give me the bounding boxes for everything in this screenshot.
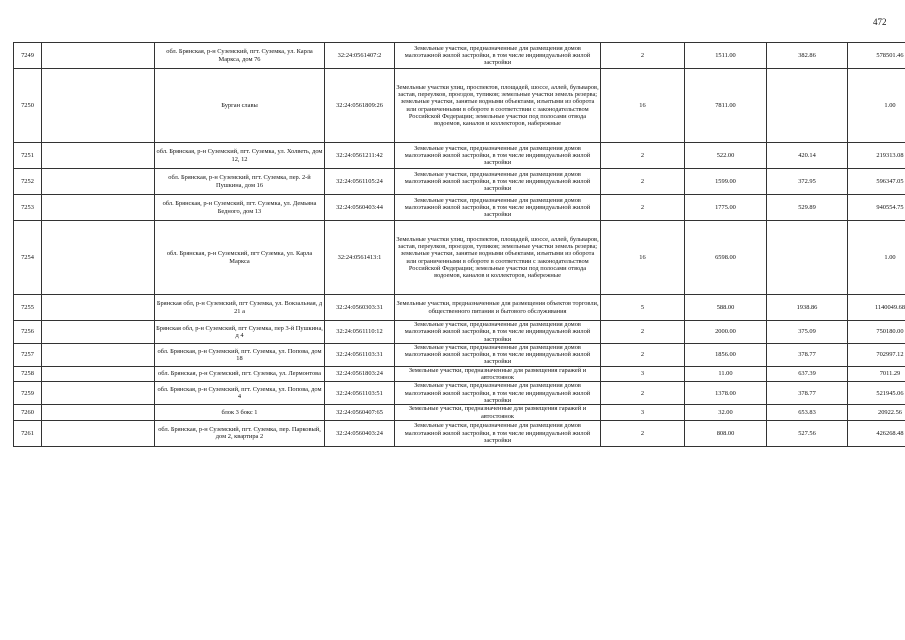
table-body (14, 43, 905, 447)
spacer-cell (42, 420, 155, 446)
row-number: 7249 (14, 43, 42, 69)
row-address: обл. Брянская, р-н Суземский, пгт. Суземка, ул. Попова, дом 4 (155, 382, 325, 405)
spacer-cell (42, 69, 155, 143)
row-number: 7255 (14, 295, 42, 321)
table-row (14, 195, 905, 221)
spacer-cell (42, 43, 155, 69)
row-cadastral-value: 219313.08 (848, 143, 905, 169)
row-cadastral-value: 940554.75 (848, 195, 905, 221)
row-land-use: Земельные участки, предназначенные для размещения гаражей и автостоянок (395, 405, 601, 421)
row-cadastral-number: 32:24:0560407:65 (325, 405, 395, 421)
row-cadastral-value: 1.00 (848, 69, 905, 143)
row-area: 808.00 (685, 420, 767, 446)
row-number: 7251 (14, 143, 42, 169)
row-address: обл. Брянская, р-н Суземский, пгт Суземка, ул. Карла Маркса (155, 221, 325, 295)
row-address: Брянская обл, р-н Суземский, пгт Суземка, пер 3-й Пушкина, д 4 (155, 321, 325, 344)
row-group: 2 (601, 321, 685, 344)
row-cadastral-value: 521945.06 (848, 382, 905, 405)
spacer-cell (42, 321, 155, 344)
table-row (14, 221, 905, 295)
table-row (14, 69, 905, 143)
row-group: 16 (601, 69, 685, 143)
table-row (14, 405, 905, 421)
spacer-cell (42, 295, 155, 321)
table-row (14, 295, 905, 321)
row-unit-price: 378.77 (767, 343, 848, 366)
row-number: 7258 (14, 366, 42, 382)
row-group: 2 (601, 143, 685, 169)
table-row (14, 420, 905, 446)
row-unit-price: 420.14 (767, 143, 848, 169)
row-area: 32.00 (685, 405, 767, 421)
row-unit-price: 527.56 (767, 420, 848, 446)
row-unit-price (767, 69, 848, 143)
row-unit-price: 1938.86 (767, 295, 848, 321)
row-cadastral-value: 1.00 (848, 221, 905, 295)
row-cadastral-number: 32:24:0561105:24 (325, 169, 395, 195)
row-number: 7260 (14, 405, 42, 421)
row-cadastral-value: 750180.00 (848, 321, 905, 344)
row-cadastral-value: 1140049.68 (848, 295, 905, 321)
row-cadastral-number: 32:24:0561103:51 (325, 382, 395, 405)
row-number: 7250 (14, 69, 42, 143)
row-cadastral-number: 32:24:0560403:24 (325, 420, 395, 446)
row-unit-price: 378.77 (767, 382, 848, 405)
row-number: 7259 (14, 382, 42, 405)
row-address: обл. Брянская, р-н Суземский, пгт. Суземка, ул. Карла Маркса, дом 76 (155, 43, 325, 69)
row-land-use: Земельные участки улиц, проспектов, площадей, шоссе, аллей, бульваров, застав, переулков, проездов, тупиков; земельные участки земель резерва; земельные участки, занятые водными объектами, изъятыми из оборота или ограниченными в обороте в соответствии с законодательством Российской Федерации; земельные участки под полосами отвода водоемов, каналов и коллекторов, набережные (395, 221, 601, 295)
row-land-use: Земельные участки, предназначенные для размещения гаражей и автостоянок (395, 366, 601, 382)
row-unit-price: 372.95 (767, 169, 848, 195)
row-address: обл. Брянская, р-н Суземский, пгт. Суземка, ул. Демьяна Бедного, дом 13 (155, 195, 325, 221)
table-row (14, 321, 905, 344)
row-address: обл. Брянская, р-н Суземский, пгт. Суземка, ул. Попова, дом 18 (155, 343, 325, 366)
row-number: 7253 (14, 195, 42, 221)
row-unit-price: 637.39 (767, 366, 848, 382)
row-cadastral-value: 702997.12 (848, 343, 905, 366)
row-cadastral-value: 20922.56 (848, 405, 905, 421)
spacer-cell (42, 366, 155, 382)
row-land-use: Земельные участки улиц, проспектов, площадей, шоссе, аллей, бульваров, застав, переулков, проездов, тупиков; земельные участки земель резерва; земельные участки, занятые водными объектами, изъятыми из оборота или ограниченными в обороте в соответствии с законодательством Российской Федерации; земельные участки под полосами отвода водоемов, каналов и коллекторов, набережные (395, 69, 601, 143)
row-cadastral-value: 578501.46 (848, 43, 905, 69)
row-land-use: Земельные участки, предназначенные для размещения домов малоэтажной жилой застройки, в том числе индивидуальной жилой застройки (395, 382, 601, 405)
table-row (14, 43, 905, 69)
spacer-cell (42, 143, 155, 169)
row-cadastral-number: 32:24:0561413:1 (325, 221, 395, 295)
row-address: Бурган славы (155, 69, 325, 143)
cadastral-value-table (13, 42, 905, 447)
table-row (14, 169, 905, 195)
spacer-cell (42, 169, 155, 195)
row-area: 1511.00 (685, 43, 767, 69)
row-land-use: Земельные участки, предназначенные для размещения объектов торговли, общественного питания и бытового обслуживания (395, 295, 601, 321)
row-group: 2 (601, 382, 685, 405)
row-area: 7811.00 (685, 69, 767, 143)
row-area: 11.00 (685, 366, 767, 382)
row-land-use: Земельные участки, предназначенные для размещения домов малоэтажной жилой застройки, в том числе индивидуальной жилой застройки (395, 143, 601, 169)
row-group: 2 (601, 169, 685, 195)
row-group: 3 (601, 366, 685, 382)
table-row (14, 366, 905, 382)
row-group: 16 (601, 221, 685, 295)
row-address: обл. Брянская, р-н Суземский, пгт. Суземка, ул. Лермонтова (155, 366, 325, 382)
row-cadastral-number: 32:24:0561211:42 (325, 143, 395, 169)
row-address: Брянская обл, р-н Суземский, пгт Суземка, ул. Вокзальная, д 21 а (155, 295, 325, 321)
row-land-use: Земельные участки, предназначенные для размещения домов малоэтажной жилой застройки, в том числе индивидуальной жилой застройки (395, 195, 601, 221)
row-cadastral-number: 32:24:0560403:44 (325, 195, 395, 221)
row-land-use: Земельные участки, предназначенные для размещения домов малоэтажной жилой застройки, в том числе индивидуальной жилой застройки (395, 169, 601, 195)
row-unit-price: 529.89 (767, 195, 848, 221)
row-number: 7256 (14, 321, 42, 344)
row-cadastral-number: 32:24:0561809:26 (325, 69, 395, 143)
spacer-cell (42, 382, 155, 405)
row-cadastral-value: 7011.29 (848, 366, 905, 382)
row-number: 7254 (14, 221, 42, 295)
row-address: обл. Брянская, р-н Суземский, пгт. Суземка, пер. Парковый, дом 2, квартира 2 (155, 420, 325, 446)
row-unit-price: 653.83 (767, 405, 848, 421)
row-cadastral-number: 32:24:0561407:2 (325, 43, 395, 69)
row-cadastral-number: 32:24:0561110:12 (325, 321, 395, 344)
table-row (14, 343, 905, 366)
row-area: 1856.00 (685, 343, 767, 366)
row-land-use: Земельные участки, предназначенные для размещения домов малоэтажной жилой застройки, в том числе индивидуальной жилой застройки (395, 343, 601, 366)
row-number: 7257 (14, 343, 42, 366)
spacer-cell (42, 405, 155, 421)
row-area: 1599.00 (685, 169, 767, 195)
row-cadastral-value: 426268.48 (848, 420, 905, 446)
row-land-use: Земельные участки, предназначенные для размещения домов малоэтажной жилой застройки, в том числе индивидуальной жилой застройки (395, 321, 601, 344)
page-number: 472 (873, 17, 887, 27)
row-address: обл. Брянская, р-н Суземский, пгт. Суземка, ул. Холветь, дом 12, 12 (155, 143, 325, 169)
table-row (14, 143, 905, 169)
row-address: обл. Брянская, р-н Суземский, пгт. Суземка, пер. 2-й Пушкина, дом 16 (155, 169, 325, 195)
row-group: 2 (601, 420, 685, 446)
spacer-cell (42, 221, 155, 295)
row-number: 7261 (14, 420, 42, 446)
row-area: 1775.00 (685, 195, 767, 221)
row-cadastral-number: 32:24:0561803:24 (325, 366, 395, 382)
row-land-use: Земельные участки, предназначенные для размещения домов малоэтажной жилой застройки, в том числе индивидуальной жилой застройки (395, 43, 601, 69)
row-address: блок 3 бокс 1 (155, 405, 325, 421)
row-cadastral-number: 32:24:0561103:31 (325, 343, 395, 366)
row-area: 1378.00 (685, 382, 767, 405)
row-cadastral-number: 32:24:0560303:31 (325, 295, 395, 321)
row-group: 5 (601, 295, 685, 321)
row-unit-price (767, 221, 848, 295)
row-area: 6598.00 (685, 221, 767, 295)
row-land-use: Земельные участки, предназначенные для размещения домов малоэтажной жилой застройки, в том числе индивидуальной жилой застройки (395, 420, 601, 446)
row-group: 2 (601, 343, 685, 366)
table-row (14, 382, 905, 405)
row-cadastral-value: 596347.05 (848, 169, 905, 195)
row-area: 2000.00 (685, 321, 767, 344)
row-unit-price: 382.86 (767, 43, 848, 69)
spacer-cell (42, 343, 155, 366)
spacer-cell (42, 195, 155, 221)
row-group: 2 (601, 43, 685, 69)
row-area: 522.00 (685, 143, 767, 169)
row-area: 588.00 (685, 295, 767, 321)
row-unit-price: 375.09 (767, 321, 848, 344)
row-number: 7252 (14, 169, 42, 195)
row-group: 2 (601, 195, 685, 221)
row-group: 3 (601, 405, 685, 421)
